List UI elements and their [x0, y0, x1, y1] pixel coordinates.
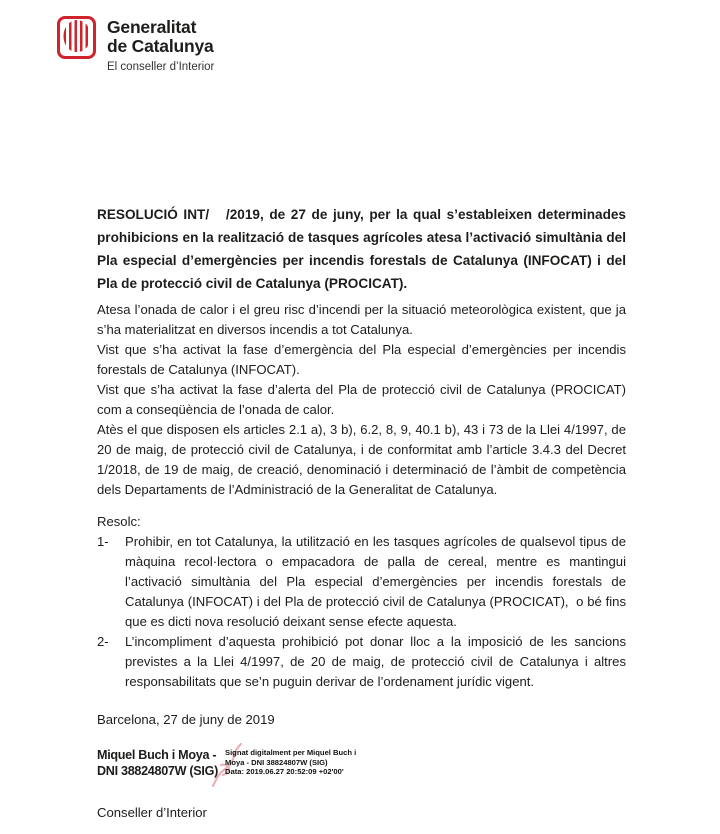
- four-bars-stripes-icon: [63, 20, 90, 52]
- stamp-line1: Signat digitalment per Miquel Buch i: [225, 748, 357, 757]
- generalitat-logo-icon: [57, 16, 96, 59]
- paragraph: Vist que s’ha activat la fase d’emergència del Pla especial d’emergències per incendis forestals de Catalunya (INFOCAT).: [97, 342, 626, 377]
- paragraph: Atesa l’onada de calor i el greu risc d’incendi per la situació meteorològica existent, que ja s’ha materialitzat en diversos incendis a tot Catalunya.: [97, 302, 626, 337]
- list-item-text: Prohibir, en tot Catalunya, la utilització en les tasques agrícoles de qualsevol tipus de màquina recol·lectora o empacadora de palla de cereal, mentre es mantingui l’activació simultània del Pla especial d’emergències per incendis forestals de Catalunya (INFOCAT) i del Pla de protecció civil de Catalunya (PROCICAT), o bé fins que es dicti nova resolució deixant sense efecte aquesta.: [125, 534, 626, 629]
- signer-name-line1: Miquel Buch i Moya -: [97, 748, 217, 762]
- resolution-title: RESOLUCIÓ INT/ /2019, de 27 de juny, per la qual s’estableixen determinades prohibicions en la realització de tasques agrícoles atesa l’activació simultània del Pla especial d’emergències per incendis forestals de Catalunya (INFOCAT) i del Pla de protecció civil de Catalunya (PROCICAT).: [97, 207, 626, 291]
- list-item-marker: 1-: [97, 534, 109, 549]
- org-name-line1: Generalitat: [107, 17, 197, 37]
- list-item: [97, 532, 626, 632]
- org-name: [107, 16, 214, 56]
- org-subtitle: El conseller d’Interior: [107, 61, 215, 73]
- list-item: [97, 632, 626, 692]
- preamble-paragraphs: [97, 300, 626, 500]
- resolution-list: [97, 532, 626, 692]
- letterhead: [57, 16, 214, 74]
- signer-name: [97, 747, 218, 779]
- stamp-line2: Moya - DNI 38824807W (SIG): [225, 757, 328, 767]
- org-name-line2: de Catalunya: [107, 36, 214, 56]
- letterhead-text: [107, 16, 214, 74]
- list-item-text: L’incompliment d’aquesta prohibició pot donar lloc a la imposició de les sancions previstes a la Llei 4/1997, de 20 de maig, de protecció civil de Catalunya i altres responsabilitats que se’n puguin derivar de l’ordenament jurídic vigent.: [125, 634, 626, 689]
- digital-signature-block: [97, 747, 626, 779]
- signer-name-line2: DNI 38824807W (SIG): [97, 764, 218, 778]
- list-item-marker: 2-: [97, 634, 109, 649]
- resolc-heading: Resolc:: [97, 514, 141, 529]
- signature-stamp-text: [225, 747, 356, 777]
- document-body: [97, 203, 626, 823]
- place-date-line: Barcelona, 27 de juny de 2019: [97, 712, 275, 727]
- signer-role: Conseller d’Interior: [97, 805, 207, 820]
- paragraph: Vist que s’ha activat la fase d’alerta del Pla de protecció civil de Catalunya (PROCICAT) com a conseqüència de l’onada de calor.: [97, 382, 626, 417]
- stamp-line3: Data: 2019.06.27 20:52:09 +02'00': [225, 767, 344, 777]
- paragraph: Atès el que disposen els articles 2.1 a), 3 b), 6.2, 8, 9, 40.1 b), 43 i 73 de la Llei 4/1997, de 20 de maig, de protecció civil de Catalunya, i de conformitat amb l’article 3.4.3 del Decret 1/2018, de 19 de maig, de creació, denominació i determinació de l’àmbit de competència dels Departaments de l’Administració de la Generalitat de Catalunya.: [97, 422, 626, 497]
